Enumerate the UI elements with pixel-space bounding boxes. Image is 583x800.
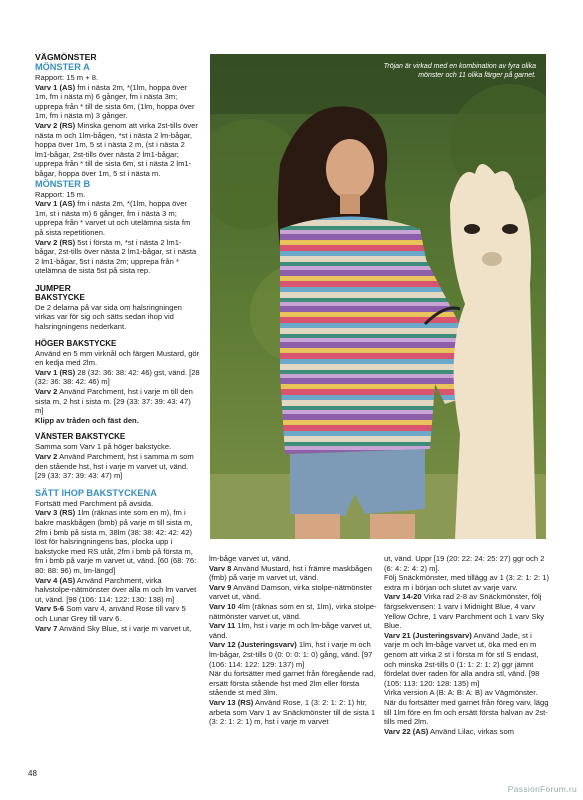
vanster-text: Samma som Varv 1 på höger bakstycke. <box>35 442 172 452</box>
col3-line1: ut, vänd. Uppr [19 (20: 22: 24: 25: 27) ggr och 2 (6: 4: 2: 4: 2) m]. <box>384 554 545 573</box>
col2-row12-note: När du fortsätter med garnet från föregående rad, ersätt första stående hst med 2lm eller första stående st med 3lm. <box>209 669 376 698</box>
subsection-title-monster-a: MÖNSTER A <box>35 62 90 72</box>
monster-a-rapport: Rapport: 15 m + 8. <box>35 73 99 82</box>
satt-row4: Varv 4 (AS) Använd Parchment, virka halvstolpe-nätmönster över alla m och lm varvet ut, vänd. [98 (106: 114: 122: 130: 138) m] <box>35 575 197 604</box>
section-title-jumper: JUMPER <box>35 282 71 293</box>
monster-b-rapport: Rapport: 15 m. <box>35 189 86 199</box>
right-column <box>384 554 550 736</box>
vanster-row2: Varv 2 Använd Parchment, hst i samma m som den stående hst, hst i varje m varvet ut, vänd. [29 (33: 37: 39: 43: 47) m] <box>35 452 194 481</box>
col2-row12: Varv 12 (Justeringsvarv) 1lm, hst i varje m och lm-bågar, 2st-tills 0 (0: 0: 0: 1: 0) gång, vänd. [97 (106: 114: 122: 129: 137) m] <box>209 640 373 669</box>
col3-row22: Varv 22 (AS) Använd Lilac, virkas som <box>384 726 515 736</box>
col2-line1: lm-båge varvet ut, vänd. <box>209 554 291 563</box>
subsection-title-bakstycke: BAKSTYCKE <box>35 292 85 302</box>
hoger-row1: Varv 1 (RS) 28 (32: 36: 38: 42: 46) gst, vänd. [28 (32: 36: 38: 42: 46) m] <box>35 367 200 387</box>
hero-photo <box>210 54 546 539</box>
monster-a-row1: Varv 1 (AS) fm i nästa 2m, *(1lm, hoppa över 1m, fm i nästa m) 6 gånger, fm i nästa 3m; upprepa från * till de sista 6m, (1lm, hoppa över 1m, fm i nästa m) 3 gånger. <box>35 82 195 121</box>
subsection-title-monster-b: MÖNSTER B <box>35 178 91 189</box>
page-number: 48 <box>28 769 37 778</box>
col2-row9: Varv 9 Använd Damson, virka stolpe-nätmönster varvet ut, vänd. <box>209 582 373 602</box>
hoger-row2: Varv 2 Använd Parchment, hst i varje m till den sista m, 2 hst i sista m. [29 (33: 37: 39: 43: 47) m] <box>35 387 193 416</box>
bakstycke-text: De 2 delarna på var sida om halsringningen virkas var för sig och sätts sedan ihop vid halsringningens nederkant. <box>35 302 182 332</box>
col3-row21-note: Virka version A (B: A: B: A: B) av Vägmönster. När du fortsätter med garnet från föreg varv, lägg till 1lm före en fm och ersätt första halvan av 2st-tills med 2lm. <box>384 688 549 727</box>
col2-row10: Varv 10 4lm (räknas som en st, 1lm), virka stolpe-nätmönster varvet ut, vänd. <box>209 601 377 621</box>
col2-row13: Varv 13 (RS) Använd Rose, 1 (3: 2: 1: 2: 1) htr, arbeta som Varv 1 av Snäckmönster till de sista 1 (3: 2: 1: 2: 1) m, hst i varje m varvet <box>209 697 376 727</box>
watermark: PassionForum.ru <box>507 784 577 794</box>
col2-row11: Varv 11 1lm, hst i varje m och lm-båge varvet ut, vänd. <box>209 621 372 640</box>
subsection-title-vanster: VÄNSTER BAKSTYCKE <box>35 432 126 442</box>
satt-row7: Varv 7 Använd Sky Blue, st i varje m varvet ut, <box>35 623 192 633</box>
monster-a-row2: Varv 2 (RS) Minska genom att virka 2st-tills över nästa m och 1lm-bågen, *st i nästa 2 lm-bågar, hoppa över 1m, 5 st i nästa 2 m, (st i nästa 2 lm1-bågar, 2st-tills över nästa 2 lm1-bågar; upprepa från * till de sista 6m, st i nästa 2 lm1-bågar, hoppa över 1m, 5 st i nästa m. <box>35 120 198 178</box>
col2-row8: Varv 8 Använd Mustard, hst i främre maskbågen (fmb) på varje m varvet ut, vänd. <box>209 563 372 583</box>
monster-b-row2: Varv 2 (RS) 5st i första m, *st i nästa 2 lm1-bågar, 2st-tills över nästa 2 lm1-bågar, st i nästa 2 lm1-bågar, 5st i nästa 2m; upprepa från * utelämna de sista 5st på sista rep. <box>35 237 197 276</box>
photo-illustration <box>210 54 546 539</box>
section-title-vagmonster: VÄGMÖNSTER <box>35 52 97 62</box>
hoger-text: Använd en 5 mm virknål och färgen Mustard, gör en kedja med 2lm. <box>35 348 200 368</box>
satt-row5-6: Varv 5-6 Som varv 4, använd Rose till varv 5 och Lunar Grey till varv 6. <box>35 604 186 623</box>
left-column <box>35 52 200 633</box>
satt-text: Fortsätt med Parchment på avsida. <box>35 498 154 508</box>
subsection-title-hoger: HÖGER BAKSTYCKE <box>35 338 117 348</box>
col3-line2: Följ Snäckmönster, med tillägg av 1 (3: 2: 1: 2: 1) extra m i början och slutet av varje varv. <box>384 573 550 592</box>
monster-b-row1: Varv 1 (AS) fm i nästa 2m, *(1lm, hoppa över 1m, st i nästa m) 6 gånger, fm i nästa 3 m; upprepa från * varvet ut och utelämna sista fm på sista repetitionen. <box>35 199 191 237</box>
col3-row14-20: Varv 14-20 Virka rad 2-8 av Snäckmönster, följ färgsekvensen: 1 varv i Midnight Blue, 4 varv Yellow Ochre, 1 varv Parchment och 1 varv Sky Blue. <box>384 592 545 631</box>
subsection-title-satt-ihop: SÄTT IHOP BAKSTYCKENA <box>35 487 157 498</box>
col3-row21: Varv 21 (Justeringsvarv) Använd Jade, st i varje m och lm-båge varvet ut, öka med en m genom att virka 2 st i första m för stl S endast, och minska 2st-tills 0 (1: 1: 2: 1: 2) ggr jämnt fördelat över raden för alla andra stl, vänd. [98 (105: 113: 120: 128: 135) m] <box>384 630 540 688</box>
photo-caption: Tröjan är virkad med en kombination av fyra olika mönster och 11 olika färger på garnet. <box>383 63 536 79</box>
satt-row3: Varv 3 (RS) 1lm (räknas inte som en m), fm i bakre maskbågen (bmb) på varje m till sista m, 2fm i bmb på sista m, 38lm (38: 38: 42: 42: 42) löst för halsringningens bas, plocka upp i bakstycke med RS utåt, 2fm i bmb på första m, fm i bmb på varje m varvet ut, vänd. [60 (68: 76: 80: 88: 96) m, lm-längd] <box>35 508 197 575</box>
middle-column <box>209 554 377 727</box>
hoger-klipp: Klipp av tråden och fäst den. <box>35 415 139 425</box>
